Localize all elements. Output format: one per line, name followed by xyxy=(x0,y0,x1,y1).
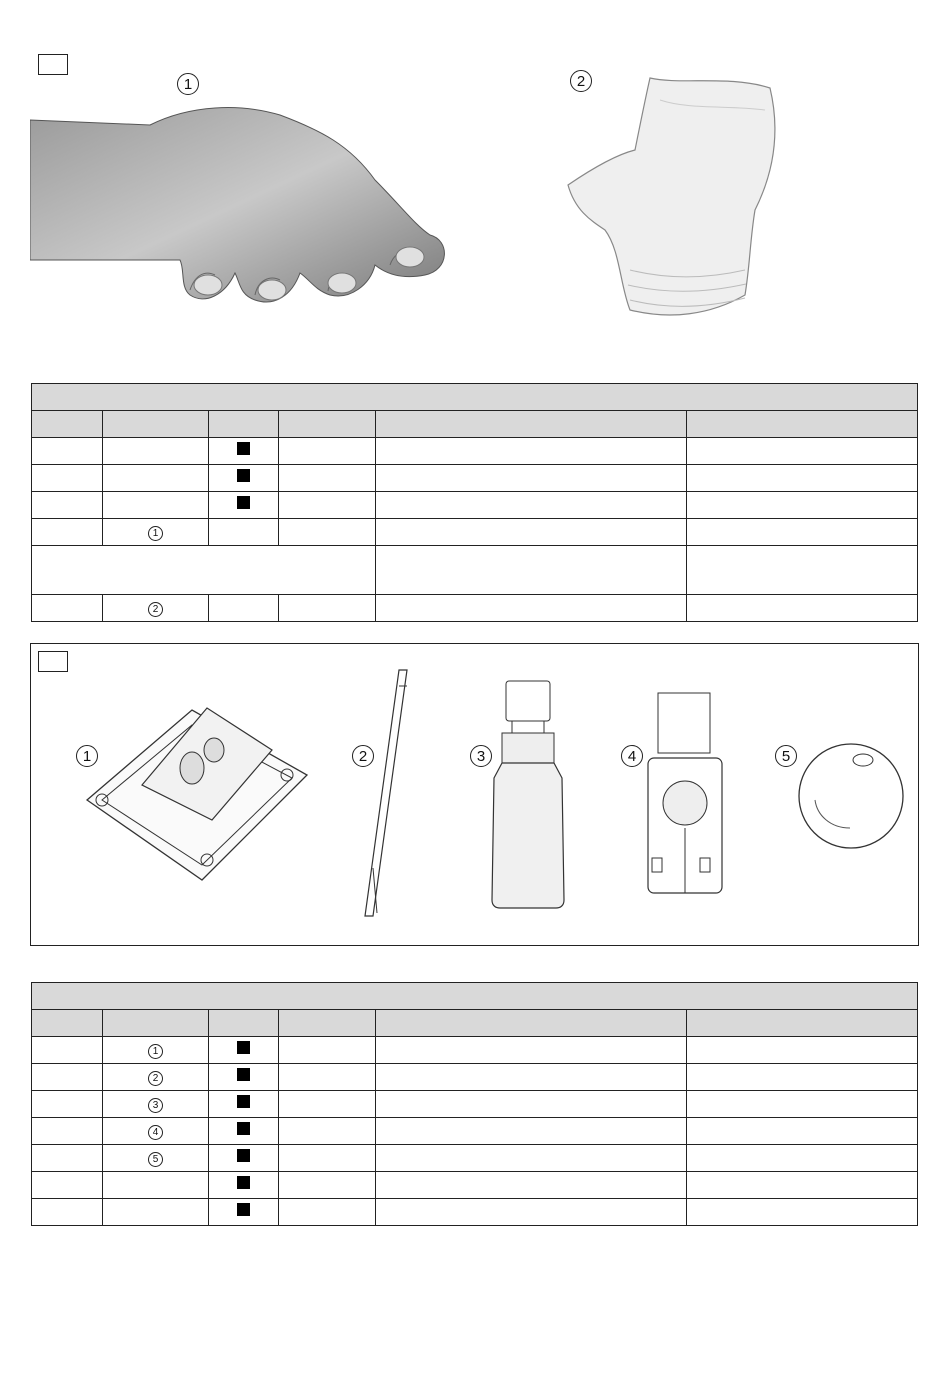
callout-hand: 1 xyxy=(177,73,199,95)
table-row xyxy=(32,1037,918,1064)
table-a xyxy=(31,383,918,622)
hand-image xyxy=(30,95,460,320)
row-callout: 3 xyxy=(148,1098,163,1113)
glove-image xyxy=(560,70,790,325)
callout-ball: 5 xyxy=(775,745,797,767)
table-row xyxy=(32,1091,918,1118)
table-b-header xyxy=(32,983,918,1010)
callout-connector: 4 xyxy=(621,745,643,767)
table-a-subheader xyxy=(32,411,918,438)
connector-image xyxy=(640,688,730,903)
table-row xyxy=(32,465,918,492)
table-row xyxy=(32,438,918,465)
callout-rod: 2 xyxy=(352,745,374,767)
spray-bottle-image xyxy=(484,678,574,913)
rod-image xyxy=(355,668,415,923)
table-row xyxy=(32,595,918,622)
row-callout: 1 xyxy=(148,526,163,541)
table-row xyxy=(32,1199,918,1226)
table-row xyxy=(32,1118,918,1145)
table-row xyxy=(32,546,918,595)
row-callout: 4 xyxy=(148,1125,163,1140)
row-callout: 2 xyxy=(148,602,163,617)
row-callout: 5 xyxy=(148,1152,163,1167)
figure-b-label-box xyxy=(38,651,68,672)
ball-image xyxy=(795,740,907,852)
marker-square xyxy=(237,469,250,482)
marker-square xyxy=(237,496,250,509)
callout-spray-bottle: 3 xyxy=(470,745,492,767)
row-callout: 1 xyxy=(148,1044,163,1059)
figure-a-label-box xyxy=(38,54,68,75)
base-plate-image xyxy=(82,700,312,885)
marker-square xyxy=(237,1068,250,1081)
marker-square xyxy=(237,442,250,455)
marker-square xyxy=(237,1122,250,1135)
table-b-subheader xyxy=(32,1010,918,1037)
marker-square xyxy=(237,1203,250,1216)
callout-glove: 2 xyxy=(570,70,592,92)
marker-square xyxy=(237,1176,250,1189)
table-row xyxy=(32,1172,918,1199)
table-row xyxy=(32,1145,918,1172)
marker-square xyxy=(237,1149,250,1162)
table-b xyxy=(31,982,918,1226)
table-row xyxy=(32,1064,918,1091)
table-row xyxy=(32,519,918,546)
row-callout: 2 xyxy=(148,1071,163,1086)
callout-base-plate: 1 xyxy=(76,745,98,767)
table-a-header xyxy=(32,384,918,411)
marker-square xyxy=(237,1041,250,1054)
marker-square xyxy=(237,1095,250,1108)
table-row xyxy=(32,492,918,519)
